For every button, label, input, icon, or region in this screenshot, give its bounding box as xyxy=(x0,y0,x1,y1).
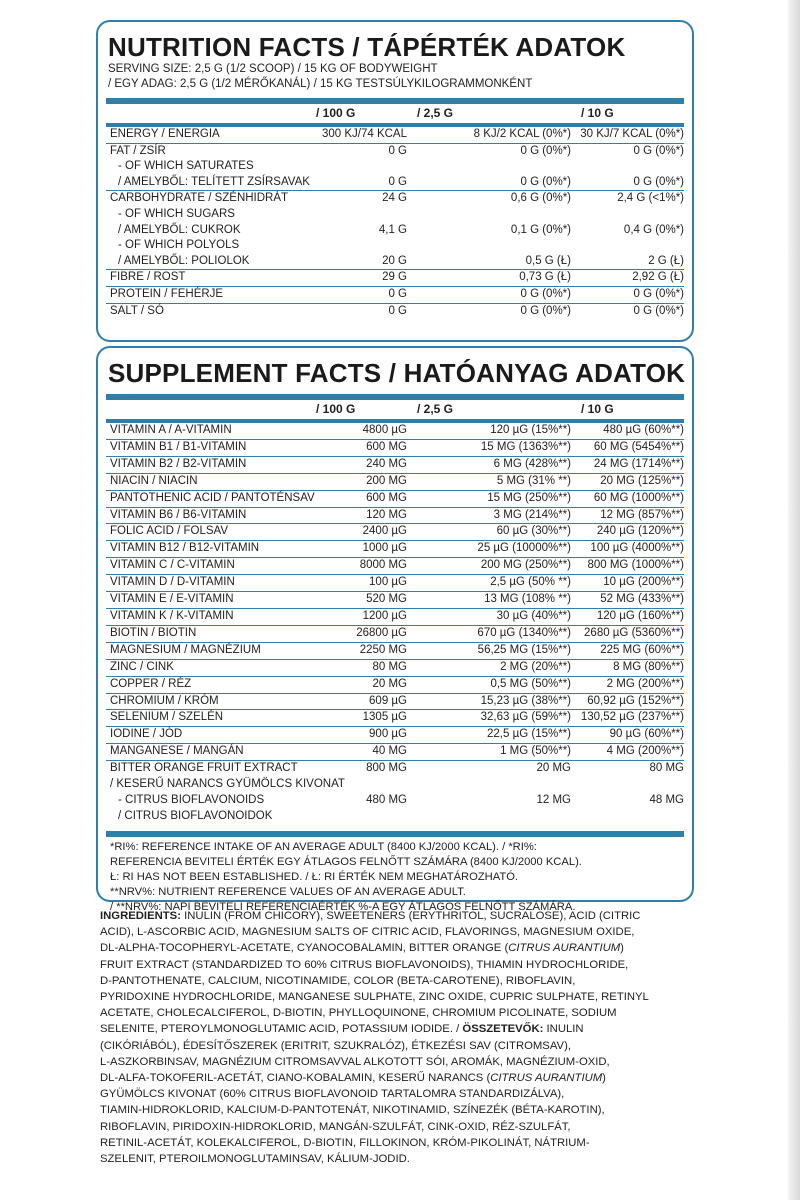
value-per-2-5g xyxy=(407,809,571,825)
nutrition-facts-panel xyxy=(96,20,694,342)
table-row xyxy=(106,457,684,474)
ingredients-line: DL-ALFA-TOKOFERIL-ACETÁT, CIANO-KOBALAMIN, KESERŰ NARANCS (CITRUS AURANTIUM) xyxy=(100,1072,606,1085)
ingredients-text xyxy=(100,908,696,1167)
row-label: SALT / SÓ xyxy=(110,304,164,317)
row-label: FOLIC ACID / FOLSAV xyxy=(110,525,229,538)
header-label-column xyxy=(106,400,306,419)
ingredients-line: TIAMIN-HIDROKLORID, KALCIUM-D-PANTOTENÁT, NIKOTINAMID, SZÍNEZÉK (BÉTA-KAROTIN), xyxy=(100,1104,605,1117)
value-per-100g: 609 µG xyxy=(369,694,407,707)
value-per-10g xyxy=(571,238,684,254)
row-label: - OF WHICH SUGARS xyxy=(118,207,235,220)
row-label: CARBOHYDRATE / SZÉNHIDRÁT xyxy=(110,192,289,205)
value-per-10g: 800 MG (1000%**) xyxy=(587,559,684,572)
value-per-2-5g: 15,23 µG (38%**) xyxy=(480,694,571,707)
value-per-100g: 800 MG xyxy=(366,762,407,775)
value-per-2-5g: 0,5 MG (50%**) xyxy=(490,677,571,690)
value-per-2-5g xyxy=(407,159,571,175)
value-per-100g: 20 G xyxy=(382,254,407,267)
value-per-100g: 480 MG xyxy=(366,793,407,806)
value-per-10g: 60 MG (1000%**) xyxy=(593,491,684,504)
row-label: / CITRUS BIOFLAVONOIDOK xyxy=(118,809,273,822)
note-line: *RI%: REFERENCE INTAKE OF AN AVERAGE ADULT (8400 KJ/2000 KCAL). / *RI%: xyxy=(110,840,537,853)
row-label: PROTEIN / FEHÉRJE xyxy=(110,287,224,300)
ingredients-line: FRUIT EXTRACT (STANDARDIZED TO 60% CITRUS BIOFLAVONOIDS), THIAMIN HYDROCHLORIDE, xyxy=(100,958,629,971)
table-row xyxy=(106,761,684,777)
row-label: FAT / ZSÍR xyxy=(110,144,166,157)
value-per-100g: 0 G xyxy=(388,304,407,317)
value-per-10g: 2 G (Ł) xyxy=(648,254,684,267)
row-label: - CITRUS BIOFLAVONOIDS xyxy=(118,793,265,806)
value-per-100g: 100 µG xyxy=(369,576,407,589)
value-per-2-5g: 32,63 µG (59%**) xyxy=(480,711,571,724)
value-per-2-5g: 3 MG (214%**) xyxy=(493,508,571,521)
ingredients-line: ACETATE, CHOLECALCIFEROL, D-BIOTIN, PHYLLOQUINONE, CHROMIUM PICOLINATE, SODIUM xyxy=(100,1007,617,1020)
table-row xyxy=(106,207,684,223)
reference-notes xyxy=(110,840,692,915)
value-per-2-5g: 15 MG (250%**) xyxy=(487,491,571,504)
row-label: CHROMIUM / KRÓM xyxy=(110,694,219,707)
page-edge-shadow xyxy=(788,0,800,1200)
table-row xyxy=(106,809,684,825)
row-label: VITAMIN E / E-VITAMIN xyxy=(110,593,234,606)
header-label-column xyxy=(106,104,306,123)
value-per-100g: 0 G xyxy=(388,144,407,157)
row-label: NIACIN / NIACIN xyxy=(110,474,198,487)
header-per-100g: / 100 G xyxy=(316,402,356,416)
value-per-2-5g: 60 µG (30%**) xyxy=(496,525,571,538)
value-per-2-5g: 8 KJ/2 KCAL (0%*) xyxy=(473,128,571,140)
row-label: VITAMIN B12 / B12-VITAMIN xyxy=(110,542,260,555)
table-row xyxy=(106,127,684,144)
value-per-10g: 60 MG (5454%**) xyxy=(593,440,684,453)
value-per-2-5g: 13 MG (108% **) xyxy=(484,593,571,606)
value-per-100g xyxy=(306,238,407,254)
value-per-10g: 0 G (0%*) xyxy=(633,287,684,300)
serving-size-line: SERVING SIZE: 2,5 G (1/2 SCOOP) / 15 KG OF BODYWEIGHT xyxy=(108,63,438,75)
value-per-2-5g xyxy=(407,238,571,254)
value-per-100g: 2400 µG xyxy=(362,525,407,538)
value-per-100g: 24 G xyxy=(382,192,407,205)
value-per-2-5g: 0 G (0%*) xyxy=(520,287,571,300)
value-per-100g: 600 MG xyxy=(366,440,407,453)
supplement-column-headers xyxy=(106,400,684,420)
value-per-2-5g: 200 MG (250%**) xyxy=(480,559,571,572)
value-per-100g: 1000 µG xyxy=(362,542,407,555)
value-per-100g: 1305 µG xyxy=(362,711,407,724)
value-per-10g xyxy=(571,777,684,793)
note-line: **NRV%: NUTRIENT REFERENCE VALUES OF AN AVERAGE ADULT. xyxy=(110,885,466,898)
value-per-100g: 2250 MG xyxy=(359,643,407,656)
value-per-2-5g: 12 MG xyxy=(536,793,571,806)
value-per-2-5g: 25 µG (10000%**) xyxy=(477,542,571,555)
value-per-10g: 0,4 G (0%*) xyxy=(623,223,684,236)
value-per-2-5g: 0,6 G (0%*) xyxy=(510,192,571,205)
note-line: / **NRV%: NAPI BEVITELI REFERENCIAÉRTÉK %-A EGY ÁTLAGOS FELNŐTT SZÁMÁRA. xyxy=(110,900,576,913)
row-label: IODINE / JÓD xyxy=(110,728,183,741)
notes-divider xyxy=(106,831,684,837)
table-row xyxy=(106,304,684,320)
value-per-100g: 8000 MG xyxy=(359,559,407,572)
value-per-100g xyxy=(306,159,407,175)
row-label: - OF WHICH SATURATES xyxy=(118,160,254,173)
row-label: VITAMIN K / K-VITAMIN xyxy=(110,609,234,622)
table-row xyxy=(106,777,684,793)
value-per-2-5g xyxy=(407,777,571,793)
row-label: MANGANESE / MANGÁN xyxy=(110,745,244,758)
header-per-10g: / 10 G xyxy=(581,402,614,416)
table-row xyxy=(106,744,684,761)
value-per-2-5g: 2,5 µG (50% **) xyxy=(490,576,571,589)
value-per-100g: 240 MG xyxy=(366,457,407,470)
value-per-10g: 2,92 G (Ł) xyxy=(632,271,684,284)
value-per-2-5g xyxy=(407,207,571,223)
table-row xyxy=(106,558,684,575)
supplement-facts-panel xyxy=(96,346,694,913)
table-row xyxy=(106,159,684,175)
value-per-2-5g: 0,73 G (Ł) xyxy=(519,271,571,284)
value-per-2-5g: 2 MG (20%**) xyxy=(500,660,571,673)
ingredients-line: RETINIL-ACETÁT, KOLEKALCIFEROL, D-BIOTIN, FILLOKINON, KRÓM-PIKOLINÁT, NÁTRIUM- xyxy=(100,1136,590,1149)
ingredients-line: SZELENIT, PTEROILMONOGLUTAMINSAV, KÁLIUM-JODID. xyxy=(100,1153,410,1166)
serving-size-line-hu: / EGY ADAG: 2,5 G (1/2 MÉRŐKANÁL) / 15 KG TESTSÚLYKILOGRAMMONKÉNT xyxy=(108,78,533,90)
header-per-10g: / 10 G xyxy=(581,106,614,120)
value-per-100g: 0 G xyxy=(388,175,407,188)
value-per-10g: 2 MG (200%**) xyxy=(606,677,684,690)
value-per-2-5g: 0,1 G (0%*) xyxy=(510,223,571,236)
nutrition-column-headers xyxy=(106,104,684,124)
value-per-2-5g: 30 µG (40%**) xyxy=(496,609,571,622)
table-row xyxy=(106,677,684,694)
value-per-10g xyxy=(571,809,684,825)
table-row xyxy=(106,626,684,643)
value-per-100g: 600 MG xyxy=(366,491,407,504)
value-per-10g: 24 MG (1714%**) xyxy=(593,457,684,470)
table-row xyxy=(106,575,684,592)
table-row xyxy=(106,541,684,558)
ingredients-line: SELENITE, PTEROYLMONOGLUTAMIC ACID, POTASSIUM IODIDE. / ÖSSZETEVŐK: INULIN xyxy=(100,1023,584,1036)
table-row xyxy=(106,254,684,271)
table-row xyxy=(106,710,684,727)
table-row xyxy=(106,238,684,254)
value-per-10g: 80 MG xyxy=(649,762,684,775)
table-row xyxy=(106,793,684,809)
value-per-2-5g: 0,5 G (Ł) xyxy=(525,254,571,267)
value-per-100g: 4800 µG xyxy=(362,424,407,436)
value-per-10g: 4 MG (200%**) xyxy=(606,745,684,758)
value-per-10g: 480 µG (60%**) xyxy=(603,424,684,436)
value-per-10g: 2680 µG (5360%**) xyxy=(584,626,684,639)
value-per-10g xyxy=(571,207,684,223)
nutrition-facts-title: NUTRITION FACTS / TÁPÉRTÉK ADATOK xyxy=(108,32,626,62)
table-row xyxy=(106,694,684,711)
table-row xyxy=(106,524,684,541)
value-per-10g: 12 MG (857%**) xyxy=(600,508,684,521)
ingredients-line: PYRIDOXINE HYDROCHLORIDE, MANGANESE SULPHATE, ZINC OXIDE, CUPRIC SULPHATE, RETINYL xyxy=(100,991,649,1004)
table-row xyxy=(106,660,684,677)
value-per-100g: 900 µG xyxy=(369,728,407,741)
value-per-10g: 30 KJ/7 KCAL (0%*) xyxy=(580,128,684,140)
table-row xyxy=(106,423,684,440)
table-row xyxy=(106,440,684,457)
table-row xyxy=(106,270,684,287)
row-label: VITAMIN B6 / B6-VITAMIN xyxy=(110,508,247,521)
row-label: ENERGY / ENERGIA xyxy=(110,128,220,140)
value-per-100g: 4,1 G xyxy=(378,223,407,236)
value-per-100g xyxy=(306,777,407,793)
value-per-100g: 26800 µG xyxy=(356,626,407,639)
table-row xyxy=(106,609,684,626)
row-label: COPPER / RÉZ xyxy=(110,677,192,690)
row-label: FIBRE / ROST xyxy=(110,271,186,284)
header-per-2-5g: / 2,5 G xyxy=(417,402,454,416)
row-label: / AMELYBŐL: POLIOLOK xyxy=(118,254,250,267)
row-label: MAGNESIUM / MAGNÉZIUM xyxy=(110,643,261,656)
value-per-10g: 0 G (0%*) xyxy=(633,175,684,188)
table-row xyxy=(106,474,684,491)
ingredients-line: GYÜMÖLCS KIVONAT (60% CITRUS BIOFLAVONOID TARTALOMRA STANDARDIZÁLVA), xyxy=(100,1088,565,1101)
value-per-10g: 60,92 µG (152%**) xyxy=(587,694,684,707)
row-label: VITAMIN B1 / B1-VITAMIN xyxy=(110,440,247,453)
table-row xyxy=(106,223,684,239)
row-label: BITTER ORANGE FRUIT EXTRACT xyxy=(110,762,298,775)
value-per-100g: 300 KJ/74 KCAL xyxy=(321,128,407,140)
value-per-100g xyxy=(306,809,407,825)
value-per-2-5g: 5 MG (31% **) xyxy=(496,474,571,487)
value-per-100g: 80 MG xyxy=(372,660,407,673)
table-row xyxy=(106,592,684,609)
value-per-2-5g: 56,25 MG (15%**) xyxy=(477,643,571,656)
nutrition-rows xyxy=(98,127,692,319)
table-row xyxy=(106,491,684,508)
value-per-10g: 20 MG (125%**) xyxy=(600,474,684,487)
value-per-100g: 1200 µG xyxy=(362,609,407,622)
value-per-100g: 29 G xyxy=(382,271,407,284)
row-label: PANTOTHENIC ACID / PANTOTÉNSAV xyxy=(110,491,315,504)
value-per-10g: 225 MG (60%**) xyxy=(600,643,684,656)
ingredients-line: D-PANTOTHENATE, CALCIUM, NICOTINAMIDE, COLOR (BETA-CAROTENE), RIBOFLAVIN, xyxy=(100,974,576,987)
value-per-10g: 48 MG xyxy=(649,793,684,806)
ingredients-line: L-ASZKORBINSAV, MAGNÉZIUM CITROMSAVVAL ALKOTOTT SÓI, AROMÁK, MAGNÉZIUM-OXID, xyxy=(100,1055,610,1068)
value-per-2-5g: 670 µG (1340%**) xyxy=(477,626,571,639)
ingredients-line: INGREDIENTS: INULIN (FROM CHICORY), SWEETENERS (ERYTHRITOL, SUCRALOSE), ACID (CITRIC xyxy=(100,910,641,922)
value-per-10g: 240 µG (120%**) xyxy=(596,525,684,538)
value-per-100g: 20 MG xyxy=(372,677,407,690)
value-per-10g: 0 G (0%*) xyxy=(633,144,684,157)
value-per-100g: 120 MG xyxy=(366,508,407,521)
supplement-facts-title: SUPPLEMENT FACTS / HATÓANYAG ADATOK xyxy=(108,358,686,388)
value-per-2-5g: 20 MG xyxy=(536,762,571,775)
value-per-10g: 52 MG (433%**) xyxy=(600,593,684,606)
table-row xyxy=(106,191,684,207)
table-row xyxy=(106,508,684,525)
row-label: VITAMIN D / D-VITAMIN xyxy=(110,576,235,589)
row-label: ZINC / CINK xyxy=(110,660,174,673)
table-row xyxy=(106,144,684,160)
value-per-2-5g: 15 MG (1363%**) xyxy=(480,440,571,453)
table-row xyxy=(106,287,684,304)
value-per-2-5g: 0 G (0%*) xyxy=(520,175,571,188)
supplement-rows xyxy=(98,423,692,825)
value-per-10g: 130,52 µG (237%**) xyxy=(580,711,684,724)
row-label: / AMELYBŐL: TELÍTETT ZSÍRSAVAK xyxy=(118,175,310,188)
ingredients-line: RIBOFLAVIN, PIRIDOXIN-HIDROKLORID, MANGÁN-SZULFÁT, CINK-OXID, RÉZ-SZULFÁT, xyxy=(100,1120,571,1133)
value-per-10g: 120 µG (160%**) xyxy=(596,609,684,622)
value-per-10g xyxy=(571,159,684,175)
value-per-2-5g: 22,5 µG (15%**) xyxy=(487,728,571,741)
row-label: - OF WHICH POLYOLS xyxy=(118,239,240,252)
value-per-10g: 0 G (0%*) xyxy=(633,304,684,317)
row-label: SELENIUM / SZELÉN xyxy=(110,711,224,724)
value-per-10g: 90 µG (60%**) xyxy=(609,728,684,741)
header-per-2-5g: / 2,5 G xyxy=(417,106,454,120)
value-per-10g: 8 MG (80%**) xyxy=(613,660,684,673)
value-per-10g: 10 µG (200%**) xyxy=(603,576,684,589)
value-per-10g: 2,4 G (<1%*) xyxy=(617,192,684,205)
table-row xyxy=(106,727,684,744)
ingredients-line: ACID), L-ASCORBIC ACID, MAGNESIUM SALTS OF CITRIC ACID, FLAVORINGS, MAGNESIUM OXIDE, xyxy=(100,926,635,939)
value-per-2-5g: 120 µG (15%**) xyxy=(490,424,571,436)
value-per-10g: 100 µG (4000%**) xyxy=(590,542,684,555)
table-row xyxy=(106,175,684,192)
value-per-2-5g: 0 G (0%*) xyxy=(520,304,571,317)
value-per-2-5g: 1 MG (50%**) xyxy=(500,745,571,758)
note-line: Ł: RI HAS NOT BEEN ESTABLISHED. / Ł: RI ÉRTÉK NEM MEGHATÁROZHATÓ. xyxy=(110,870,519,883)
value-per-100g: 520 MG xyxy=(366,593,407,606)
row-label: VITAMIN A / A-VITAMIN xyxy=(110,424,232,436)
value-per-100g: 200 MG xyxy=(366,474,407,487)
value-per-2-5g: 6 MG (428%**) xyxy=(493,457,571,470)
value-per-100g: 0 G xyxy=(388,287,407,300)
row-label: VITAMIN B2 / B2-VITAMIN xyxy=(110,457,247,470)
row-label: / KESERŰ NARANCS GYÜMÖLCS KIVONAT xyxy=(110,778,345,791)
value-per-2-5g: 0 G (0%*) xyxy=(520,144,571,157)
row-label: VITAMIN C / C-VITAMIN xyxy=(110,559,235,572)
ingredients-line: DL-ALPHA-TOCOPHERYL-ACETATE, CYANOCOBALAMIN, BITTER ORANGE (CITRUS AURANTIUM) xyxy=(100,942,624,955)
ingredients-line: (CIKÓRIÁBÓL), ÉDESÍTŐSZEREK (ERITRIT, SZUKRALÓZ), ÉTKEZÉSI SAV (CITROMSAV), xyxy=(100,1039,571,1052)
value-per-100g: 40 MG xyxy=(372,745,407,758)
header-per-100g: / 100 G xyxy=(316,106,356,120)
note-line: REFERENCIA BEVITELI ÉRTÉK EGY ÁTLAGOS FELNŐTT SZÁMÁRA (8400 KJ/2000 KCAL). xyxy=(110,855,582,868)
table-row xyxy=(106,643,684,660)
value-per-100g xyxy=(306,207,407,223)
row-label: BIOTIN / BIOTIN xyxy=(110,626,197,639)
row-label: / AMELYBŐL: CUKROK xyxy=(118,223,241,236)
